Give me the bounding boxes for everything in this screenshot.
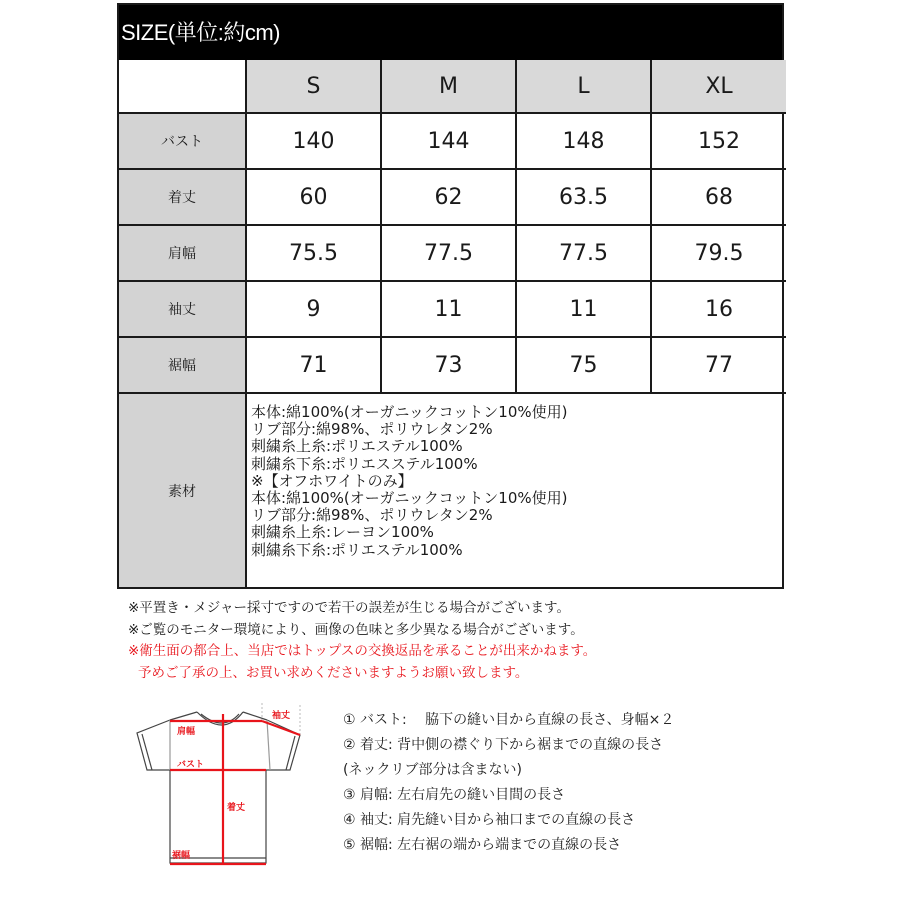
diagram-label-length: 着丈 xyxy=(227,803,246,813)
table-cell: 9 xyxy=(247,280,382,336)
legend-item-sleeve: ④ 袖丈: 肩先縫い目から袖口までの直線の長さ xyxy=(343,812,636,828)
material-line: 刺繍糸下糸:ポリエスステル100% xyxy=(251,454,478,473)
material-line: リブ部分:綿98%、ポリウレタン2% xyxy=(251,506,493,525)
table-row-bust xyxy=(119,112,782,168)
legend-item-shoulder: ③ 肩幅: 左右肩先の縫い目間の長さ xyxy=(343,787,566,803)
material-line: 本体:綿100%(オーガニックコットン10%使用) xyxy=(251,403,568,421)
note-return-policy-cont: 予めご了承の上、お買い求めくださいますようお願い致します。 xyxy=(138,664,529,681)
note-monitor: ※ご覧のモニター環境により、画像の色味と多少異なる場合がございます。 xyxy=(128,621,584,638)
table-row-hem xyxy=(119,336,782,392)
diagram-label-shoulder: 肩幅 xyxy=(177,727,196,737)
row-label: 着丈 xyxy=(119,168,247,224)
table-row-shoulder xyxy=(119,224,782,280)
row-label: 素材 xyxy=(119,392,247,587)
size-table xyxy=(117,3,784,589)
legend-item-hem: ⑤ 裾幅: 左右裾の端から端までの直線の長さ xyxy=(343,837,622,853)
diagram-label-sleeve: 袖丈 xyxy=(272,711,291,721)
table-cell: 16 xyxy=(652,280,786,336)
table-cell: 79.5 xyxy=(652,224,786,280)
table-cell: 148 xyxy=(517,112,652,168)
table-cell: 62 xyxy=(382,168,517,224)
row-label: 裾幅 xyxy=(119,336,247,392)
diagram-label-hem: 裾幅 xyxy=(172,851,191,861)
size-header-m: M xyxy=(382,60,517,112)
row-label: 袖丈 xyxy=(119,280,247,336)
material-line: 刺繍糸上糸:レーヨン100% xyxy=(251,523,434,542)
table-cell: 152 xyxy=(652,112,786,168)
legend-item-length-note: (ネックリブ部分は含まない) xyxy=(343,762,522,778)
note-measurement: ※平置き・メジャー採寸ですので若干の誤差が生じる場合がございます。 xyxy=(128,600,570,616)
table-row-material xyxy=(119,392,782,587)
table-row-length xyxy=(119,168,782,224)
table-row-sleeve xyxy=(119,280,782,336)
table-cell: 63.5 xyxy=(517,168,652,224)
size-header-row xyxy=(119,60,782,112)
tshirt-diagram xyxy=(125,700,335,870)
measurement-legend xyxy=(343,708,674,858)
table-cell: 71 xyxy=(247,336,382,392)
material-line: 本体:綿100%(オーガニックコットン10%使用) xyxy=(251,489,568,508)
material-line: ※【オフホワイトのみ】 xyxy=(251,471,413,490)
note-return-policy: ※衛生面の都合上、当店ではトップスの交換返品を承ることが出来かねます。 xyxy=(128,643,597,659)
material-line: 刺繍糸上糸:ポリエステル100% xyxy=(251,437,463,456)
table-cell: 75.5 xyxy=(247,224,382,280)
legend-item-bust: ① バスト: 脇下の縫い目から直線の長さ、身幅×２ xyxy=(343,712,675,728)
diagram-label-bust: バスト xyxy=(177,760,205,770)
header-blank-cell xyxy=(119,60,247,112)
table-cell: 68 xyxy=(652,168,786,224)
size-header-l: L xyxy=(517,60,652,112)
size-header-xl: XL xyxy=(652,60,786,112)
table-cell: 11 xyxy=(517,280,652,336)
row-label: バスト xyxy=(119,112,247,168)
table-cell: 11 xyxy=(382,280,517,336)
legend-item-length: ② 着丈: 背中側の襟ぐり下から裾までの直線の長さ xyxy=(343,737,664,753)
size-header-s: S xyxy=(247,60,382,112)
notes xyxy=(128,598,596,684)
tshirt-outline-icon xyxy=(125,700,335,870)
table-cell: 73 xyxy=(382,336,517,392)
size-table-title: SIZE(単位:約cm) xyxy=(119,5,782,60)
material-text xyxy=(247,392,786,587)
table-cell: 77.5 xyxy=(517,224,652,280)
table-cell: 140 xyxy=(247,112,382,168)
table-cell: 77 xyxy=(652,336,786,392)
table-cell: 144 xyxy=(382,112,517,168)
table-cell: 60 xyxy=(247,168,382,224)
table-cell: 75 xyxy=(517,336,652,392)
row-label: 肩幅 xyxy=(119,224,247,280)
material-line: 刺繍糸下糸:ポリエステル100% xyxy=(251,540,463,559)
material-line: リブ部分:綿98%、ポリウレタン2% xyxy=(251,420,493,439)
table-cell: 77.5 xyxy=(382,224,517,280)
